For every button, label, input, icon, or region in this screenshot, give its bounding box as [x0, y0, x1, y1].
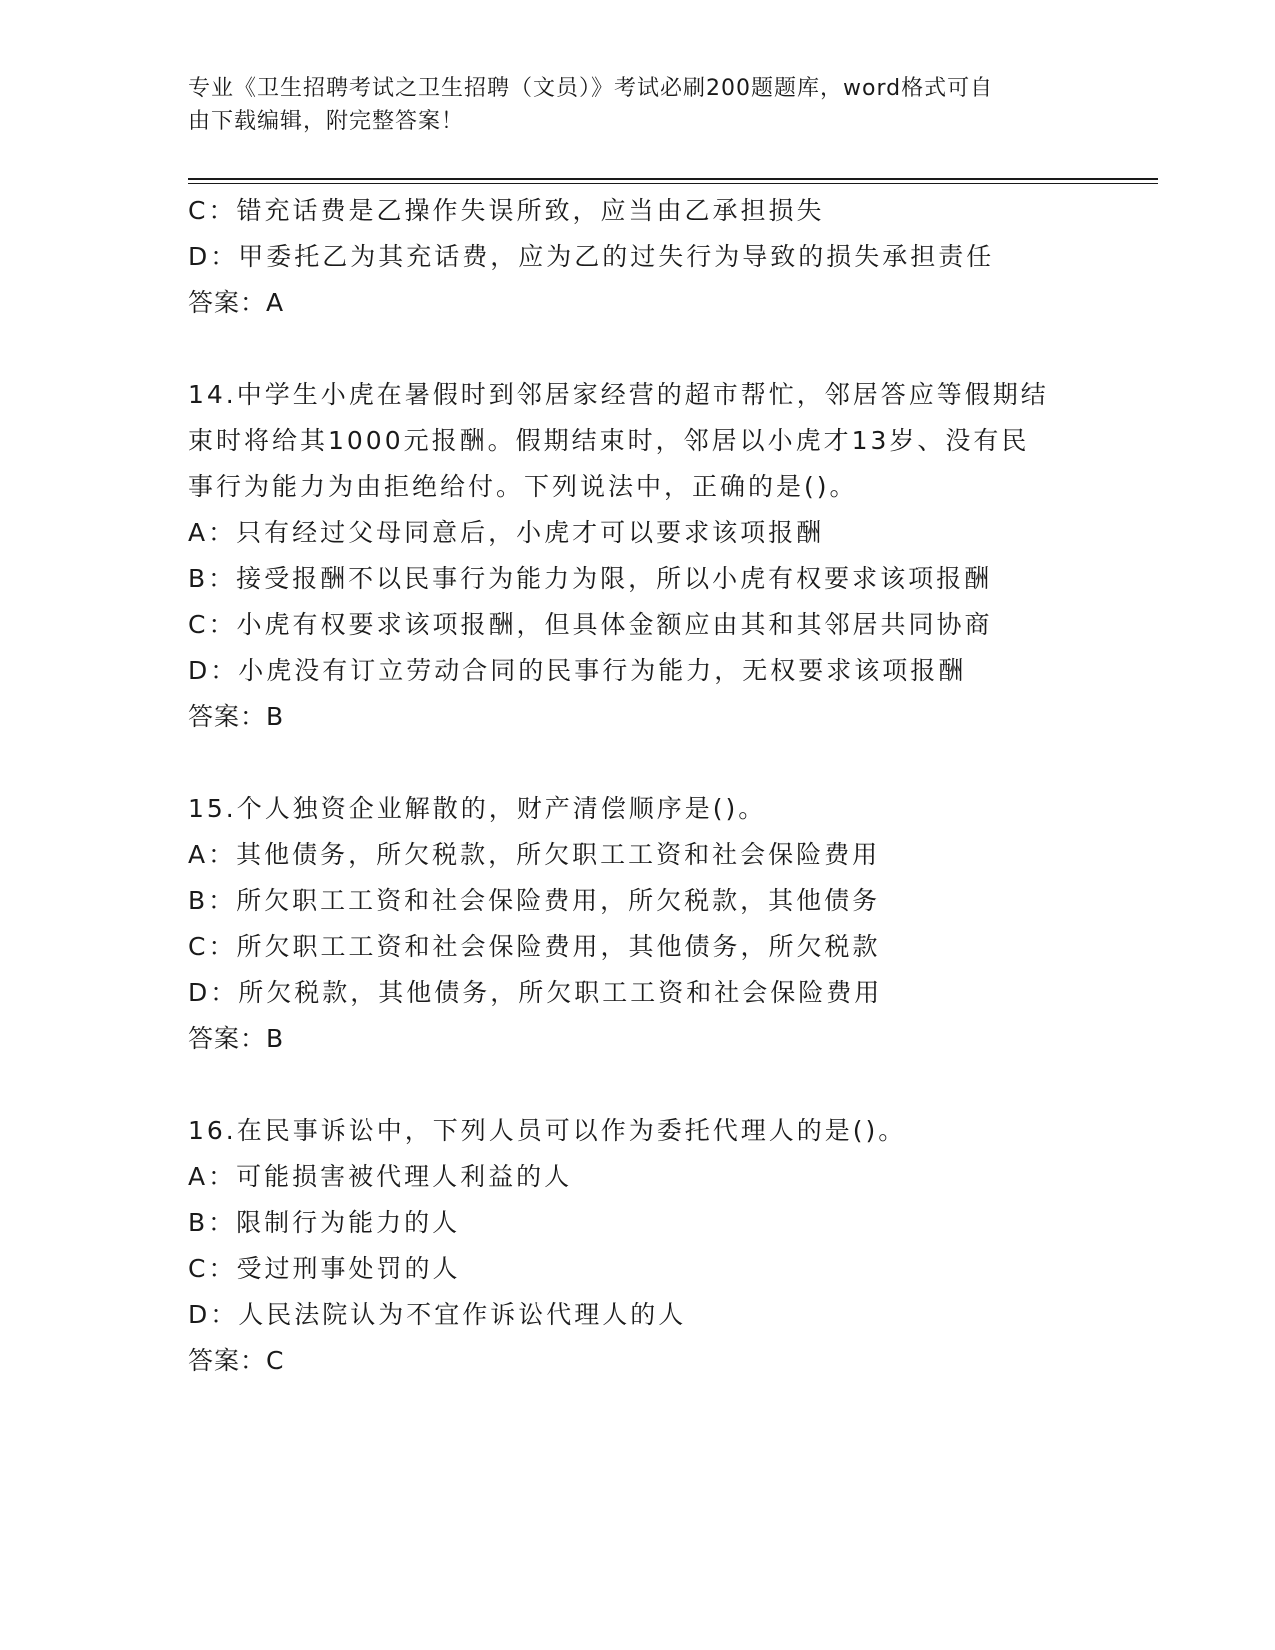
question-stem: 15.个人独资企业解散的，财产清偿顺序是()。 [188, 794, 767, 823]
document-header [188, 72, 1068, 138]
question-stem: 16.在民事诉讼中，下列人员可以作为委托代理人的是()。 [188, 1116, 907, 1145]
question-gap [188, 1062, 1088, 1108]
question-stem: 14.中学生小虎在暑假时到邻居家经营的超市帮忙，邻居答应等假期结 [188, 380, 1049, 409]
question-13-tail [188, 188, 1088, 326]
answer: 答案：B [188, 702, 285, 731]
header-line-1: 专业《卫生招聘考试之卫生招聘（文员）》考试必刷200题题库，word格式可自 [188, 76, 994, 101]
question-list [188, 188, 1088, 1384]
header-line-2: 由下载编辑，附完整答案！ [188, 109, 465, 134]
option-c: C：错充话费是乙操作失误所致，应当由乙承担损失 [188, 196, 825, 225]
option-b: B：所欠职工工资和社会保险费用，所欠税款，其他债务 [188, 886, 881, 915]
option-d: D：所欠税款，其他债务，所欠职工工资和社会保险费用 [188, 978, 883, 1007]
question-gap [188, 326, 1088, 372]
option-a: A：只有经过父母同意后，小虎才可以要求该项报酬 [188, 518, 825, 547]
question-stem: 事行为能力为由拒绝给付。下列说法中，正确的是()。 [188, 472, 858, 501]
answer: 答案：A [188, 288, 285, 317]
answer: 答案：B [188, 1024, 285, 1053]
option-c: C：小虎有权要求该项报酬，但具体金额应由其和其邻居共同协商 [188, 610, 993, 639]
question-gap [188, 740, 1088, 786]
option-c: C：受过刑事处罚的人 [188, 1254, 461, 1283]
option-d: D：甲委托乙为其充话费，应为乙的过失行为导致的损失承担责任 [188, 242, 995, 271]
question-stem: 束时将给其1000元报酬。假期结束时，邻居以小虎才13岁、没有民 [188, 426, 1030, 455]
option-c: C：所欠职工工资和社会保险费用，其他债务，所欠税款 [188, 932, 881, 961]
header-divider-thin [188, 183, 1158, 184]
option-d: D：小虎没有订立劳动合同的民事行为能力，无权要求该项报酬 [188, 656, 967, 685]
option-b: B：接受报酬不以民事行为能力为限，所以小虎有权要求该项报酬 [188, 564, 993, 593]
answer: 答案：C [188, 1346, 285, 1375]
question-15 [188, 786, 1088, 1062]
option-a: A：可能损害被代理人利益的人 [188, 1162, 573, 1191]
option-a: A：其他债务，所欠税款，所欠职工工资和社会保险费用 [188, 840, 881, 869]
option-b: B：限制行为能力的人 [188, 1208, 461, 1237]
header-divider [188, 178, 1158, 180]
question-14 [188, 372, 1088, 740]
option-d: D：人民法院认为不宜作诉讼代理人的人 [188, 1300, 687, 1329]
question-16 [188, 1108, 1088, 1384]
